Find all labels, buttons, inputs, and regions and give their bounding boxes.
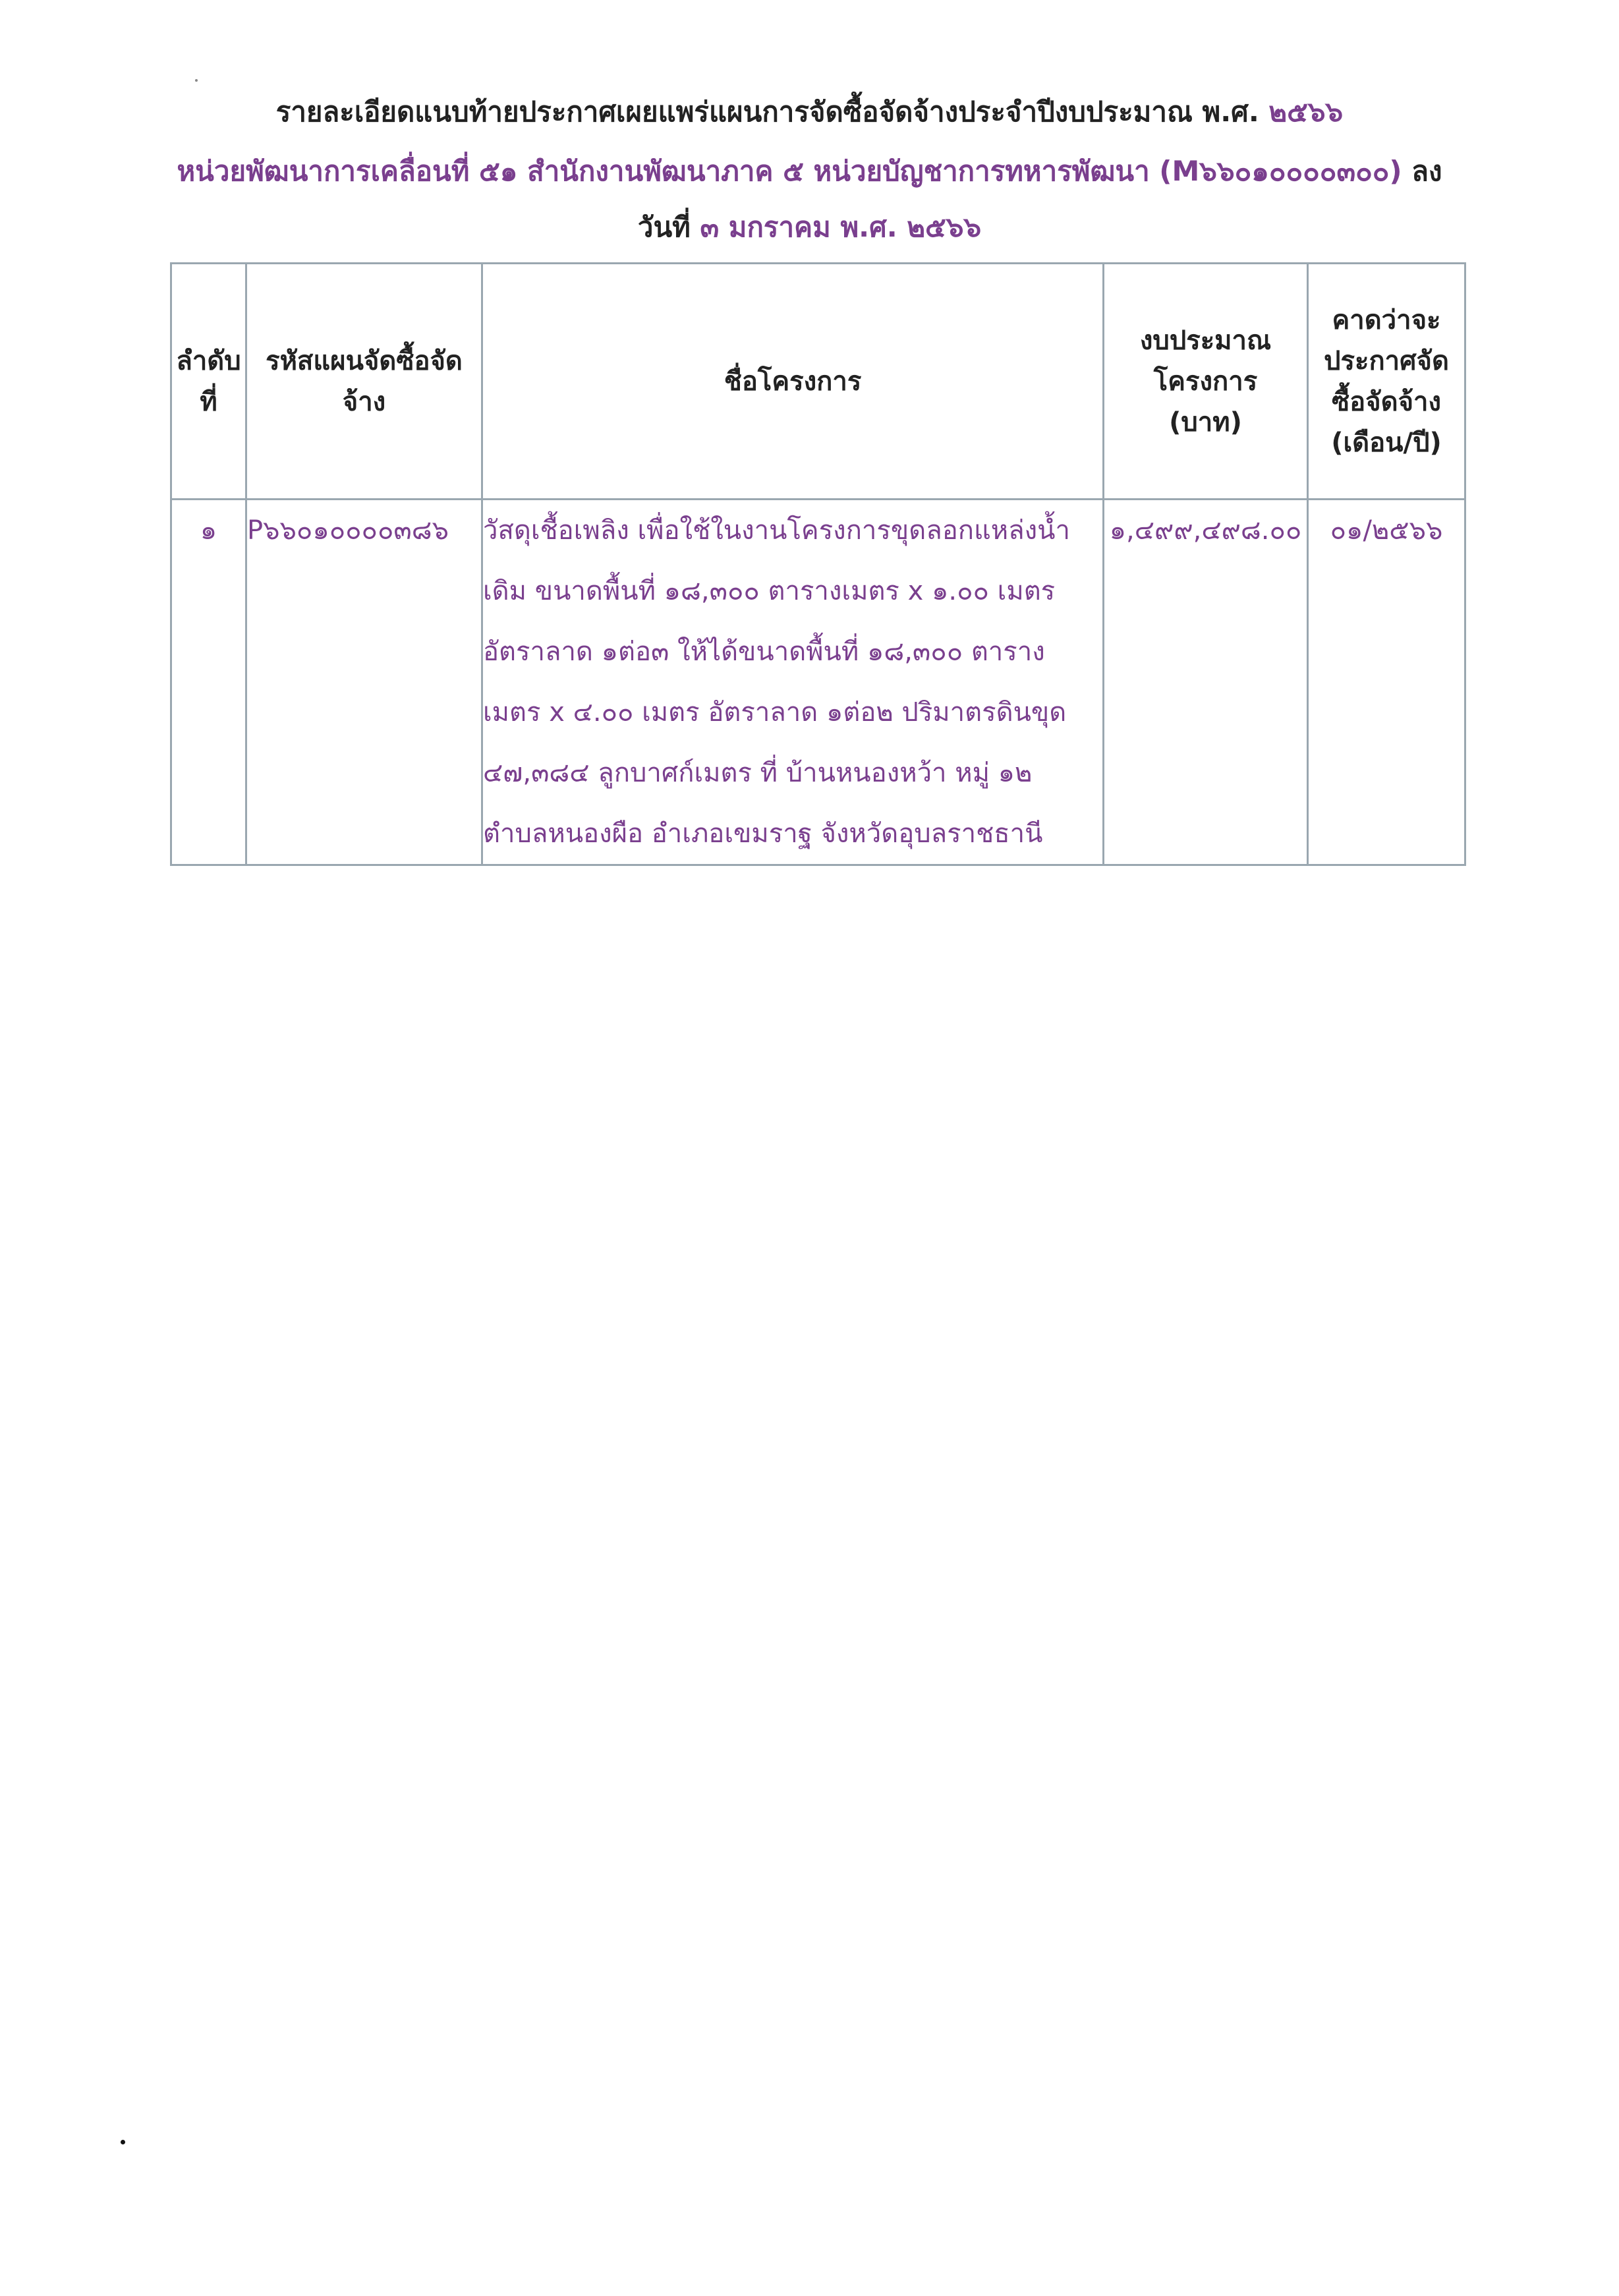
- row-budget: ๑,๔๙๙,๔๙๘.๐๐: [1104, 500, 1308, 865]
- table-row: [171, 500, 1465, 865]
- header-no: ลำดับ ที่: [171, 264, 246, 500]
- header-name: ชื่อโครงการ: [482, 264, 1104, 500]
- table-header-row: [171, 264, 1465, 500]
- header-budget: งบประมาณ โครงการ (บาท): [1104, 264, 1308, 500]
- date-prefix: วันที่: [637, 211, 691, 243]
- date-line: [132, 208, 1487, 247]
- procurement-table: [170, 262, 1466, 866]
- announce-date: ๓ มกราคม พ.ศ. ๒๕๖๖: [700, 211, 982, 243]
- row-announce-month: ๐๑/๒๕๖๖: [1308, 500, 1465, 865]
- row-project-name: วัสดุเชื้อเพลิง เพื่อใช้ในงานโครงการขุดลอกแหล่งน้ำเดิม ขนาดพื้นที่ ๑๘,๓๐๐ ตารางเมตร x ๑.๐๐ เมตร อัตราลาด ๑ต่อ๓ ให้ได้ขนาดพื้นที่ ๑๘,๓๐๐ ตารางเมตร x ๔.๐๐ เมตร อัตราลาด ๑ต่อ๒ ปริมาตรดินขุด ๔๗,๓๘๔ ลูกบาศก์เมตร ที่ บ้านหนองหว้า หมู่ ๑๒ ตำบลหนองผือ อำเภอเขมราฐ จังหวัดอุบลราชธานี: [482, 500, 1104, 865]
- document-title: [132, 92, 1487, 132]
- header-date: คาดว่าจะ ประกาศจัด ซื้อจัดจ้าง (เดือน/ปี): [1308, 264, 1465, 500]
- header-code: รหัสแผนจัดซื้อจัด จ้าง: [246, 264, 482, 500]
- title-text: รายละเอียดแนบท้ายประกาศเผยแพร่แผนการจัดซื้อจัดจ้างประจำปีงบประมาณ พ.ศ.: [275, 96, 1259, 128]
- title-year: ๒๕๖๖: [1268, 96, 1344, 128]
- row-plan-code: P๖๖๐๑๐๐๐๐๓๘๖: [246, 500, 482, 865]
- unit-name: หน่วยพัฒนาการเคลื่อนที่ ๕๑ สำนักงานพัฒนาภาค ๕ หน่วยบัญชาการทหารพัฒนา (M๖๖๐๑๐๐๐๐๓๐๐): [177, 155, 1402, 187]
- scan-speck: [195, 79, 198, 82]
- row-no: ๑: [171, 500, 246, 865]
- unit-line: [132, 152, 1487, 191]
- unit-suffix: ลง: [1411, 155, 1442, 187]
- scan-speck: [121, 2140, 125, 2144]
